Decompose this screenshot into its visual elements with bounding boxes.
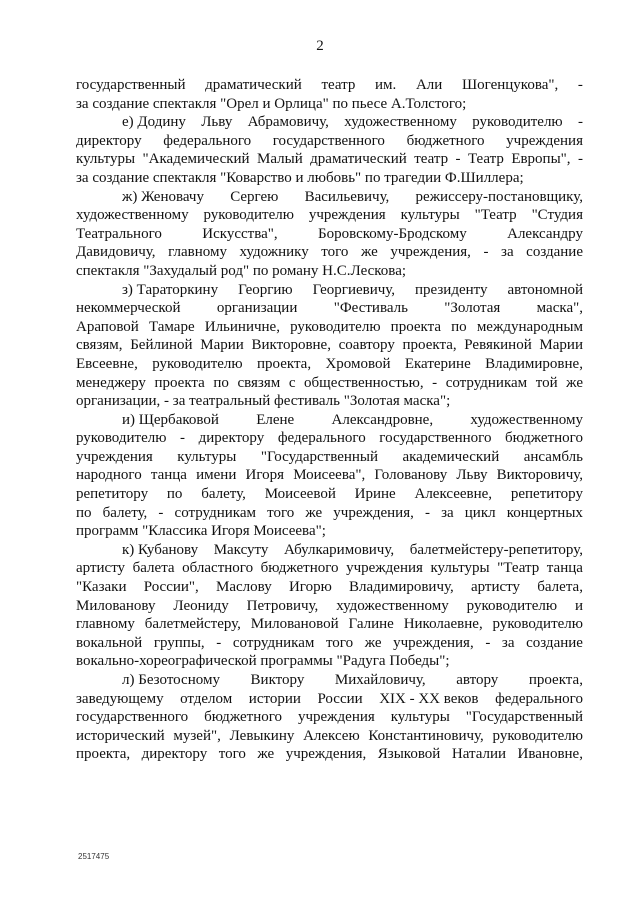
word: художнику: [239, 244, 309, 261]
word: связям,: [76, 337, 123, 354]
word: Языковой: [377, 746, 441, 763]
text-line: [76, 727, 583, 746]
word: культуры: [76, 151, 136, 168]
word: же: [305, 504, 323, 521]
word: проекта,: [402, 337, 457, 354]
word: балету,: [102, 504, 148, 521]
word: Владимировичу,: [349, 579, 454, 596]
word: России: [317, 690, 363, 707]
word: по: [76, 504, 92, 521]
word: учреждения: [308, 207, 386, 224]
word: некоммерческой: [76, 300, 181, 317]
word: театр: [321, 77, 356, 93]
word: руководителю: [466, 597, 558, 614]
word: художественному: [336, 597, 449, 614]
text-line: за создание спектакля "Коварство и любовь" по трагедии Ф.Шиллера;: [76, 169, 524, 186]
word: Бейлиной: [130, 337, 193, 354]
word: федерального: [163, 132, 252, 149]
word: Викторовне,: [251, 337, 331, 354]
word: танца: [546, 560, 583, 577]
text-line: за создание спектакля "Орел и Орлица" по пьесе А.Толстого;: [76, 95, 467, 112]
text-line: спектакля "Захудалый род" по роману Н.С.Лескова;: [76, 262, 407, 279]
word: главному: [168, 244, 227, 261]
word: "Казаки: [76, 579, 127, 596]
word: сотрудникам: [232, 634, 315, 651]
text-line: [76, 188, 583, 207]
word: драматический: [310, 151, 407, 168]
document-body: [76, 76, 583, 764]
word: того: [218, 746, 246, 763]
word: бюджетного: [260, 560, 339, 577]
word: по: [451, 318, 467, 335]
word: Виктору: [250, 672, 305, 688]
word: режиссеру-постановщику,: [415, 188, 583, 205]
word: истории: [248, 690, 301, 707]
word: учреждения: [297, 709, 375, 726]
page-number: 2: [316, 38, 324, 54]
text-line: [76, 150, 583, 169]
word: -: [180, 430, 186, 447]
word: балету,: [201, 486, 246, 503]
word: проекта,: [528, 672, 583, 688]
word: Миловановой: [250, 616, 339, 633]
word: Театрального: [76, 225, 162, 242]
word: Ревякиной: [464, 337, 532, 354]
word: Ильиничне,: [204, 318, 280, 335]
document-code: 2517475: [78, 852, 110, 861]
word: руководителю: [492, 616, 583, 633]
word: Абулкаримовичу,: [284, 541, 395, 558]
text-line: [76, 745, 583, 764]
word: сотрудникам: [174, 504, 256, 521]
word: государственный: [76, 77, 186, 93]
word: автору: [456, 672, 499, 688]
word: -: [158, 504, 164, 521]
word: государственного: [76, 709, 189, 726]
text-line: [76, 411, 583, 430]
word: исторический: [76, 727, 165, 744]
word: к) Кубанову: [122, 541, 199, 558]
word: академический: [402, 448, 500, 465]
word: ансамбль: [523, 448, 583, 465]
text-line: [76, 559, 583, 578]
word: Алексеевне,: [414, 486, 493, 503]
word: вокальной: [76, 634, 143, 651]
word: Моисеевой: [264, 486, 336, 503]
word: Наталии: [451, 746, 507, 763]
word: того: [267, 504, 295, 521]
word: Петровичу,: [246, 597, 319, 614]
word: бюджетного: [204, 709, 283, 726]
word: драматический: [205, 77, 302, 93]
word: Игоря: [245, 467, 285, 484]
word: учреждения,: [393, 634, 474, 651]
text-line: [76, 243, 583, 262]
word: маска",: [536, 300, 583, 317]
word: и: [574, 597, 583, 614]
word: создание: [526, 634, 583, 651]
word: группы,: [153, 634, 205, 651]
word: культуры: [400, 207, 460, 224]
word: художественному: [76, 207, 189, 224]
text-line: [76, 318, 583, 337]
word: Александровне,: [331, 411, 434, 428]
word: президенту: [415, 281, 488, 298]
word: менеджеру: [76, 374, 146, 391]
word: балетмейстеру-репетитору,: [409, 541, 583, 558]
word: бюджетного: [406, 132, 485, 149]
text-line: [76, 132, 583, 151]
word: заведующему: [76, 690, 164, 707]
word: отделом: [180, 690, 233, 707]
text-line: [76, 504, 583, 523]
word: учреждения: [76, 448, 153, 465]
word: Театр: [467, 151, 504, 168]
word: директору: [198, 430, 265, 447]
word: -: [483, 244, 489, 261]
text-line: [76, 634, 583, 653]
word: Европы",: [511, 151, 571, 168]
word: "Государственный: [465, 709, 583, 726]
word: руководителю: [290, 318, 381, 335]
word: руководителю: [492, 727, 583, 744]
word: -: [455, 151, 461, 168]
word: им.: [375, 77, 397, 93]
text-line: [76, 597, 583, 616]
text-line: [76, 448, 583, 467]
word: руководителю: [76, 430, 167, 447]
word: культуры: [177, 448, 237, 465]
word: учреждения: [506, 132, 583, 149]
word: соавтору: [338, 337, 395, 354]
text-line: [76, 615, 583, 634]
word: Ивановне,: [517, 746, 583, 763]
word: учреждения,: [333, 504, 414, 521]
word: Хромовой: [325, 355, 391, 372]
word: балета: [132, 560, 175, 577]
word: "Студия: [531, 207, 583, 224]
word: Сергею: [230, 188, 279, 205]
word: театр: [414, 151, 449, 168]
word: "Театр: [497, 560, 540, 577]
word: учреждения,: [285, 746, 367, 763]
word: создание: [526, 244, 583, 261]
word: руководителю: [152, 355, 243, 372]
word: по: [213, 374, 229, 391]
word: международным: [476, 318, 583, 335]
word: с: [288, 374, 296, 391]
word: художественному: [470, 411, 583, 428]
text-line: вокально-хореографической программы "Радуга Победы";: [76, 653, 450, 670]
text-line: [76, 113, 583, 132]
word: Маслову: [216, 579, 272, 596]
word: главному: [76, 616, 135, 633]
word: Михайловичу,: [334, 672, 426, 688]
word: же: [364, 634, 382, 651]
word: государственного: [379, 430, 492, 447]
text-line: [76, 299, 583, 318]
word: руководителю: [203, 207, 294, 224]
word: Боровскому-Бродскому: [318, 225, 467, 242]
word: областного: [182, 560, 254, 577]
word: Голованову: [374, 467, 448, 484]
text-line: [76, 429, 583, 448]
word: Ирине: [354, 486, 396, 503]
word: Викторовичу,: [496, 467, 583, 484]
word: Константиновичу,: [368, 727, 484, 744]
word: же: [360, 244, 378, 261]
word: федерального: [495, 690, 583, 707]
word: Александру: [507, 225, 583, 242]
word: артисту: [470, 579, 521, 596]
word: репетитору: [76, 486, 149, 503]
word: Льву: [456, 467, 488, 484]
word: бюджетного: [505, 430, 583, 447]
word: директору: [141, 746, 208, 763]
word: общественностью,: [304, 374, 424, 391]
word: Васильевичу,: [304, 188, 390, 205]
word: Екатерине: [404, 355, 471, 372]
word: проекта: [154, 374, 205, 391]
text-line: [76, 355, 583, 374]
word: за: [441, 504, 454, 521]
word: Максуту: [213, 541, 269, 558]
word: связям: [237, 374, 281, 391]
word: учреждения,: [390, 244, 471, 261]
word: репетитору: [510, 486, 583, 503]
text-line: [76, 76, 583, 95]
word: Игорю: [288, 579, 332, 596]
word: балетмейстеру,: [144, 616, 241, 633]
word: ж) Женовачу: [122, 188, 204, 205]
word: Милованову: [76, 597, 156, 614]
word: же: [257, 746, 275, 763]
text-line: программ "Классика Игоря Моисеева";: [76, 523, 326, 540]
word: учреждения: [346, 560, 423, 577]
word: Али: [415, 77, 443, 93]
word: е) Додину: [122, 114, 186, 131]
text-line: [76, 336, 583, 355]
word: "Фестиваль: [333, 300, 408, 317]
word: балета,: [537, 579, 583, 596]
word: "Государственный: [260, 448, 379, 465]
word: -: [577, 77, 583, 93]
word: России",: [143, 579, 199, 596]
text-line: [76, 541, 583, 560]
word: проекта: [390, 318, 442, 335]
word: Елене: [256, 411, 295, 428]
word: Искусства",: [202, 225, 278, 242]
word: той: [535, 374, 558, 391]
word: Леониду: [173, 597, 229, 614]
word: Марии: [200, 337, 244, 354]
word: "Золотая: [444, 300, 501, 317]
word: Евсеевне,: [76, 355, 138, 372]
word: XIX - XX веков: [379, 690, 479, 707]
word: организации: [216, 300, 298, 317]
word: "Академический: [142, 151, 250, 168]
word: Георгиевичу,: [312, 281, 396, 298]
word: и) Щербаковой: [122, 411, 219, 428]
word: Абрамовичу,: [247, 114, 329, 131]
word: культуры: [430, 560, 490, 577]
word: л) Безотосному: [122, 672, 220, 688]
word: -: [578, 114, 583, 131]
word: танца: [150, 467, 187, 484]
word: государственного: [272, 132, 385, 149]
word: того: [325, 634, 354, 651]
word: федерального: [277, 430, 366, 447]
word: Николаевне,: [403, 616, 483, 633]
word: Марии: [539, 337, 583, 354]
text-line: организации, - за театральный фестиваль "Золотая маска";: [76, 393, 451, 410]
word: -: [216, 634, 222, 651]
word: концертных: [506, 504, 583, 521]
word: Тамаре: [148, 318, 195, 335]
text-line: [76, 225, 583, 244]
word: цикл: [464, 504, 496, 521]
word: Алексею: [303, 727, 360, 744]
text-line: [76, 671, 583, 690]
text-line: [76, 281, 583, 300]
word: Владимировне,: [485, 355, 583, 372]
word: Георгию: [238, 281, 293, 298]
word: имени: [196, 467, 237, 484]
text-line: [76, 485, 583, 504]
word: за: [501, 244, 514, 261]
word: -: [432, 374, 438, 391]
word: Моисеева",: [293, 467, 366, 484]
word: з) Тараторкину: [122, 281, 219, 298]
word: Левыкину: [229, 727, 295, 744]
word: Давидовичу,: [76, 244, 156, 261]
word: народного: [76, 467, 142, 484]
word: Галине: [348, 616, 394, 633]
text-line: [76, 374, 583, 393]
word: музей",: [173, 727, 221, 744]
text-line: [76, 206, 583, 225]
text-line: [76, 690, 583, 709]
word: того: [321, 244, 349, 261]
word: же: [566, 374, 583, 391]
word: проекта,: [76, 746, 131, 763]
word: культуры: [390, 709, 450, 726]
word: -: [485, 634, 491, 651]
word: директору: [76, 132, 142, 149]
word: Малый: [257, 151, 303, 168]
word: артисту: [76, 560, 126, 577]
word: проекта,: [256, 355, 312, 372]
word: Араповой: [76, 318, 139, 335]
text-line: [76, 578, 583, 597]
text-line: [76, 466, 583, 485]
word: -: [424, 504, 430, 521]
word: художественному: [344, 114, 457, 131]
word: Льву: [201, 114, 233, 131]
word: сотрудникам: [445, 374, 528, 391]
word: Шогенцукова",: [462, 77, 559, 93]
word: автономной: [507, 281, 583, 298]
word: за: [501, 634, 515, 651]
word: "Театр: [474, 207, 517, 224]
word: -: [577, 151, 583, 168]
word: руководителю: [472, 114, 563, 131]
word: по: [166, 486, 183, 503]
text-line: [76, 708, 583, 727]
